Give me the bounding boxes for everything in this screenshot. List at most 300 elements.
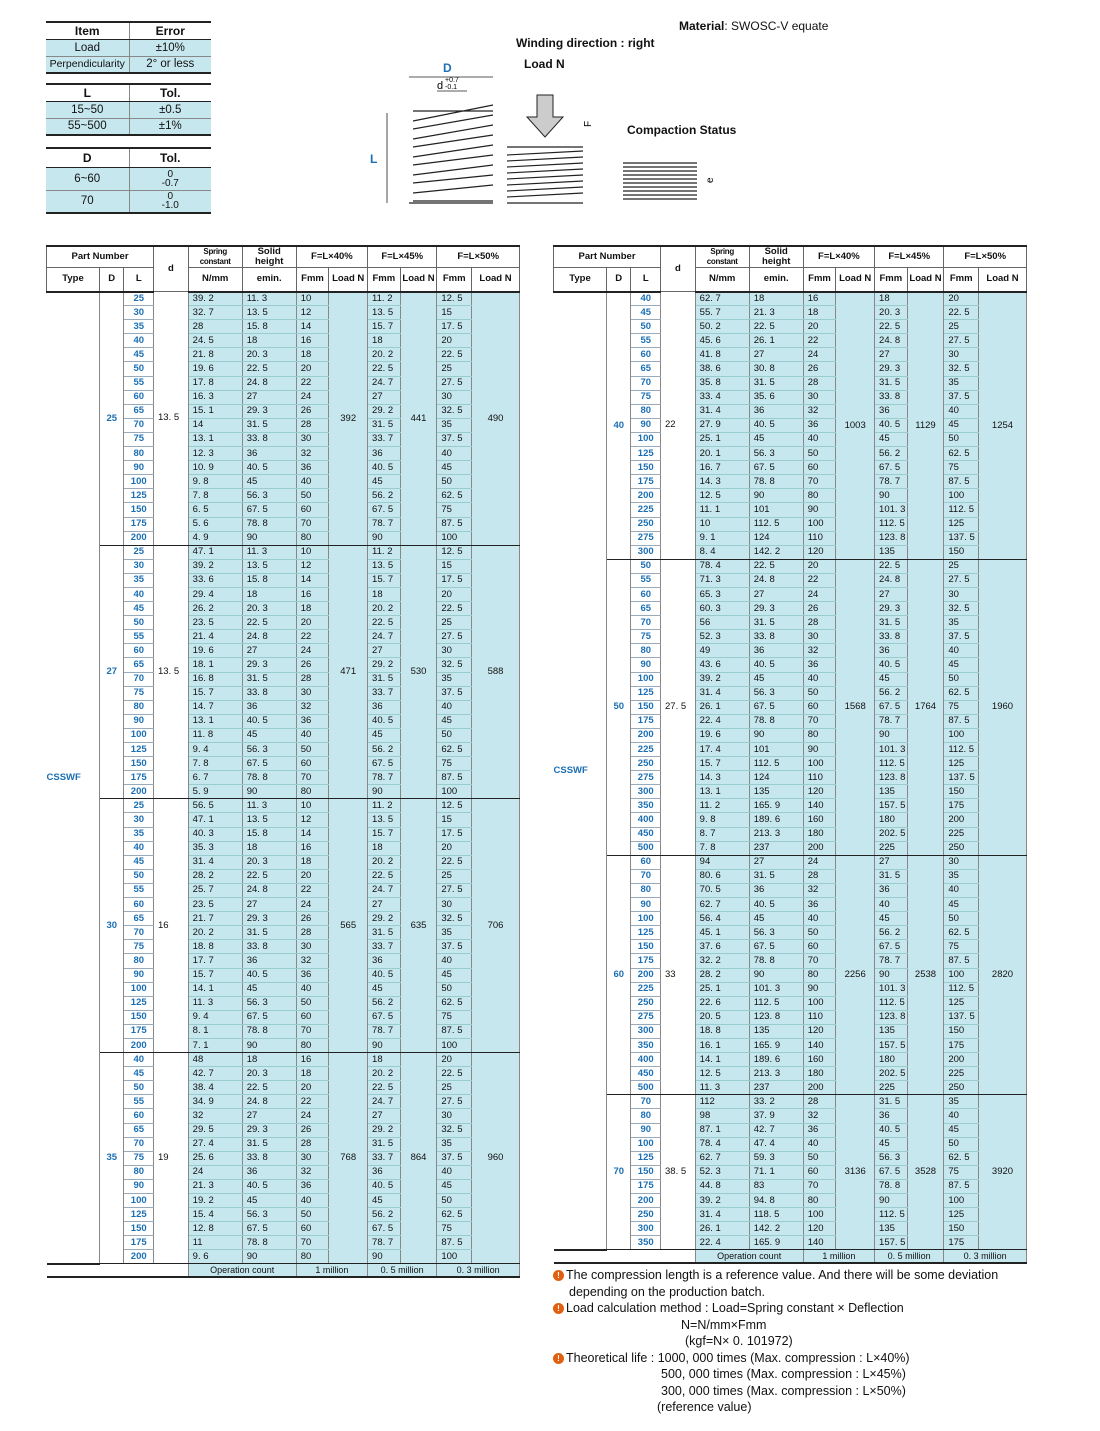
D-cell: 50 xyxy=(607,559,631,855)
spring-constant-cell: 21. 4 xyxy=(188,630,242,644)
spring-constant-cell: 14. 1 xyxy=(188,982,242,996)
L-cell: 75 xyxy=(124,432,154,446)
operation-count-45: 0. 5 million xyxy=(368,1264,437,1278)
fmm45-cell: 33. 7 xyxy=(368,940,401,954)
fmm45-cell: 27 xyxy=(368,644,401,658)
spring-constant-cell: 15. 7 xyxy=(188,968,242,982)
fmm45-cell: 45 xyxy=(875,432,908,446)
fmm50-cell: 87. 5 xyxy=(944,714,979,728)
fmm50-cell: 22. 5 xyxy=(437,348,472,362)
fmm50-cell: 75 xyxy=(437,757,472,771)
solid-height-cell: 101. 3 xyxy=(749,982,803,996)
spring-constant-cell: 12. 8 xyxy=(188,1222,242,1236)
solid-height-cell: 33. 8 xyxy=(242,940,296,954)
solid-height-cell: 124 xyxy=(749,531,803,545)
spring-constant-cell: 21. 8 xyxy=(188,348,242,362)
fmm50-cell: 15 xyxy=(437,559,472,573)
spring-constant-cell: 29. 5 xyxy=(188,1123,242,1137)
fmm40-cell: 10 xyxy=(296,292,329,306)
solid-height-cell: 94. 8 xyxy=(749,1194,803,1208)
note-line xyxy=(553,1267,1093,1284)
L-cell: 275 xyxy=(631,531,661,545)
solid-height-cell: 135 xyxy=(749,785,803,799)
f40-header: F=L×40% xyxy=(803,246,874,268)
fmm45-cell: 33. 7 xyxy=(368,1151,401,1165)
fmm40-cell: 70 xyxy=(296,1024,329,1038)
fmm40-cell: 28 xyxy=(803,376,836,390)
L-cell: 200 xyxy=(124,1038,154,1052)
table-row xyxy=(554,292,1027,306)
fmm45-cell: 180 xyxy=(875,1053,908,1067)
spring-constant-cell: 12. 5 xyxy=(695,489,749,503)
fmm45-cell: 45 xyxy=(368,475,401,489)
solid-height-cell: 123. 8 xyxy=(749,1010,803,1024)
table-row xyxy=(47,1053,520,1067)
fmm45-cell: 157. 5 xyxy=(875,799,908,813)
L-cell: 60 xyxy=(124,390,154,404)
fmm50-cell: 62. 5 xyxy=(944,926,979,940)
l-tol-table xyxy=(46,83,211,136)
note-text: Theoretical life : 1000, 000 times (Max. compression : L×40%) xyxy=(566,1350,910,1365)
fmm50-cell: 27. 5 xyxy=(437,1095,472,1109)
fmm50-cell: 100 xyxy=(437,531,472,545)
load50-cell: 960 xyxy=(472,1053,520,1264)
fmm-header: Fmm xyxy=(803,268,836,292)
spring-constant-cell: 26. 2 xyxy=(188,602,242,616)
fmm40-cell: 16 xyxy=(296,841,329,855)
solid-height-cell: 78. 8 xyxy=(749,954,803,968)
solid-height-cell: 45 xyxy=(242,728,296,742)
fmm45-cell: 78. 7 xyxy=(368,771,401,785)
solid-height-cell: 101 xyxy=(749,743,803,757)
solid-height-cell: 20. 3 xyxy=(242,855,296,869)
spring-constant-cell: 13. 1 xyxy=(188,432,242,446)
solid-height-cell: 56. 3 xyxy=(749,447,803,461)
solid-height-cell: 67. 5 xyxy=(749,461,803,475)
fmm50-cell: 25 xyxy=(437,362,472,376)
fmm50-cell: 27. 5 xyxy=(437,883,472,897)
fmm45-cell: 36 xyxy=(875,883,908,897)
fmm45-cell: 18 xyxy=(875,292,908,306)
wire-d-cell: 19 xyxy=(154,1053,189,1264)
spring-constant-cell: 39. 2 xyxy=(188,292,242,306)
solid-height-cell: 71. 1 xyxy=(749,1165,803,1179)
fmm40-cell: 12 xyxy=(296,306,329,320)
solid-height-cell: 78. 8 xyxy=(242,771,296,785)
fmm45-cell: 56. 2 xyxy=(368,996,401,1010)
fmm40-cell: 100 xyxy=(803,1208,836,1222)
unit-header: N/mm xyxy=(188,268,242,292)
solid-height-cell: 35. 6 xyxy=(749,390,803,404)
load45-cell: 1764 xyxy=(907,559,944,855)
fmm40-cell: 50 xyxy=(803,447,836,461)
fmm40-cell: 60 xyxy=(803,461,836,475)
fmm50-cell: 22. 5 xyxy=(944,306,979,320)
L-cell: 200 xyxy=(631,968,661,982)
solid-height-cell: 56. 3 xyxy=(749,686,803,700)
fmm40-cell: 50 xyxy=(803,686,836,700)
L-cell: 90 xyxy=(124,968,154,982)
load45-cell: 635 xyxy=(400,799,437,1053)
fmm50-cell: 20 xyxy=(437,334,472,348)
fmm45-cell: 27 xyxy=(368,1109,401,1123)
solid-height-cell: 112. 5 xyxy=(749,757,803,771)
fmm40-cell: 28 xyxy=(803,616,836,630)
fmm40-cell: 120 xyxy=(803,545,836,559)
spring-constant-cell: 15. 4 xyxy=(188,1208,242,1222)
fmm40-cell: 14 xyxy=(296,320,329,334)
fmm45-cell: 36 xyxy=(368,954,401,968)
fmm50-cell: 100 xyxy=(437,1250,472,1264)
fmm50-cell: 112. 5 xyxy=(944,503,979,517)
fmm50-cell: 27. 5 xyxy=(944,334,979,348)
fmm40-cell: 160 xyxy=(803,1053,836,1067)
fmm40-cell: 100 xyxy=(803,996,836,1010)
spring-constant-cell: 7. 8 xyxy=(695,841,749,855)
spring-constant-cell: 9. 4 xyxy=(188,1010,242,1024)
fmm40-cell: 80 xyxy=(803,968,836,982)
fmm45-cell: 24. 7 xyxy=(368,1095,401,1109)
fmm45-cell: 18 xyxy=(368,1053,401,1067)
solid-height-cell: 24. 8 xyxy=(242,376,296,390)
solid-height-cell: 40. 5 xyxy=(242,714,296,728)
L-cell: 175 xyxy=(124,1236,154,1250)
solid-height-cell: 29. 3 xyxy=(242,404,296,418)
fmm45-cell: 78. 7 xyxy=(875,714,908,728)
L-cell: 150 xyxy=(631,940,661,954)
fmm45-cell: 67. 5 xyxy=(875,700,908,714)
solid-height-cell: 24. 8 xyxy=(242,630,296,644)
fmm40-cell: 22 xyxy=(296,376,329,390)
load50-cell: 2820 xyxy=(979,855,1027,1095)
solid-height-cell: 59. 3 xyxy=(749,1151,803,1165)
fmm50-cell: 137. 5 xyxy=(944,1010,979,1024)
L-cell: 250 xyxy=(631,996,661,1010)
spring-constant-cell: 62. 7 xyxy=(695,898,749,912)
fmm50-cell: 100 xyxy=(944,1194,979,1208)
solid-height-cell: 67. 5 xyxy=(749,940,803,954)
fmm40-cell: 70 xyxy=(803,714,836,728)
solid-height-cell: 13. 5 xyxy=(242,306,296,320)
L-cell: 90 xyxy=(631,1123,661,1137)
fmm50-cell: 45 xyxy=(437,714,472,728)
operation-count-45: 0. 5 million xyxy=(875,1250,944,1264)
fmm45-cell: 36 xyxy=(368,700,401,714)
D-cell: 25 xyxy=(100,292,124,546)
fmm40-cell: 32 xyxy=(296,1165,329,1179)
solid-height-cell: 33. 8 xyxy=(242,432,296,446)
fmm40-cell: 80 xyxy=(296,785,329,799)
fmm50-cell: 50 xyxy=(944,432,979,446)
spring-constant-cell: 31. 4 xyxy=(188,855,242,869)
fmm-header: Fmm xyxy=(296,268,329,292)
spring-constant-cell: 15. 1 xyxy=(188,404,242,418)
D-cell: 40 xyxy=(607,292,631,560)
L-cell: 55 xyxy=(631,334,661,348)
L-cell: 80 xyxy=(631,1109,661,1123)
load50-cell: 490 xyxy=(472,292,520,546)
fmm50-cell: 32. 5 xyxy=(437,912,472,926)
load-header: Load N xyxy=(400,268,437,292)
fmm45-cell: 20. 2 xyxy=(368,1067,401,1081)
L-cell: 45 xyxy=(124,348,154,362)
fmm45-cell: 27 xyxy=(875,587,908,601)
D-cell: 30 xyxy=(100,799,124,1053)
fmm50-cell: 112. 5 xyxy=(944,743,979,757)
info-icon: ! xyxy=(553,1303,564,1314)
fmm50-cell: 32. 5 xyxy=(437,404,472,418)
fmm40-cell: 70 xyxy=(296,1236,329,1250)
fmm50-cell: 137. 5 xyxy=(944,771,979,785)
L-cell: 125 xyxy=(124,1208,154,1222)
spring-constant-cell: 23. 5 xyxy=(188,898,242,912)
fmm40-cell: 60 xyxy=(803,700,836,714)
spring-constant-cell: 18. 1 xyxy=(188,658,242,672)
fmm50-cell: 100 xyxy=(944,728,979,742)
L-cell: 200 xyxy=(124,1250,154,1264)
fmm50-cell: 50 xyxy=(944,672,979,686)
spring-constant-cell: 9. 4 xyxy=(188,743,242,757)
L-cell: 30 xyxy=(124,813,154,827)
spring-constant-cell: 7. 8 xyxy=(188,489,242,503)
L-cell: 500 xyxy=(631,841,661,855)
fmm50-cell: 37. 5 xyxy=(944,630,979,644)
fmm45-cell: 225 xyxy=(875,1081,908,1095)
fmm45-cell: 45 xyxy=(368,728,401,742)
fmm45-cell: 45 xyxy=(875,672,908,686)
fmm50-cell: 50 xyxy=(437,728,472,742)
L-cell: 275 xyxy=(631,1010,661,1024)
fmm50-cell: 20 xyxy=(437,1053,472,1067)
fmm50-cell: 17. 5 xyxy=(437,320,472,334)
fmm50-cell: 32. 5 xyxy=(437,1123,472,1137)
solid-height-cell: 118. 5 xyxy=(749,1208,803,1222)
spring-constant-cell: 13. 1 xyxy=(188,714,242,728)
L-cell: 70 xyxy=(631,869,661,883)
fmm45-cell: 15. 7 xyxy=(368,827,401,841)
fmm45-cell: 29. 2 xyxy=(368,404,401,418)
solid-height-cell: 45 xyxy=(242,982,296,996)
L-cell: 150 xyxy=(124,757,154,771)
solid-height-cell: 45 xyxy=(242,475,296,489)
load-arrow xyxy=(527,95,563,137)
fmm45-cell: 20. 3 xyxy=(875,306,908,320)
load-header: Load N xyxy=(836,268,875,292)
solid-height-cell: 42. 7 xyxy=(749,1123,803,1137)
spring-constant-cell: 50. 2 xyxy=(695,320,749,334)
fmm50-cell: 100 xyxy=(437,785,472,799)
solid-height-cell: 78. 8 xyxy=(242,1024,296,1038)
L-cell: 175 xyxy=(631,1179,661,1193)
fmm45-cell: 67. 5 xyxy=(368,757,401,771)
fmm50-cell: 35 xyxy=(944,616,979,630)
spring-constant-cell: 42. 7 xyxy=(188,1067,242,1081)
fmm40-cell: 36 xyxy=(296,968,329,982)
spring-constant-cell: 22. 6 xyxy=(695,996,749,1010)
solid-height-cell: 40. 5 xyxy=(749,418,803,432)
fmm50-cell: 62. 5 xyxy=(944,686,979,700)
fmm40-cell: 22 xyxy=(803,334,836,348)
fmm-header: Fmm xyxy=(875,268,908,292)
fmm45-cell: 90 xyxy=(875,968,908,982)
cell: 6~60 xyxy=(46,167,129,190)
fmm45-cell: 31. 5 xyxy=(368,926,401,940)
fmm45-cell: 11. 2 xyxy=(368,799,401,813)
L-cell: 100 xyxy=(631,1137,661,1151)
fmm50-cell: 30 xyxy=(437,644,472,658)
col-header: Error xyxy=(129,22,211,39)
compaction-label: Compaction Status xyxy=(627,123,737,137)
fmm50-cell: 17. 5 xyxy=(437,827,472,841)
solid-height-cell: 24. 8 xyxy=(749,573,803,587)
load40-cell: 565 xyxy=(329,799,368,1053)
tol-top: 0 xyxy=(167,168,174,180)
spring-constant-cell: 10 xyxy=(695,517,749,531)
spring-constant-cell: 32. 2 xyxy=(695,954,749,968)
fmm40-cell: 180 xyxy=(803,827,836,841)
spring-constant-cell: 11. 3 xyxy=(188,996,242,1010)
spring-diagram xyxy=(365,55,725,215)
fmm45-cell: 40. 5 xyxy=(368,714,401,728)
spring-constant-cell: 19. 6 xyxy=(695,728,749,742)
fmm50-cell: 35 xyxy=(944,1095,979,1109)
L-cell: 65 xyxy=(124,1123,154,1137)
fmm40-cell: 160 xyxy=(803,813,836,827)
unit-header: emin. xyxy=(749,268,803,292)
L-cell: 90 xyxy=(631,898,661,912)
solid-height-cell: 31. 5 xyxy=(242,1137,296,1151)
L-cell: 50 xyxy=(124,616,154,630)
fmm50-cell: 37. 5 xyxy=(437,1151,472,1165)
load50-cell: 588 xyxy=(472,545,520,799)
load-header: Load N xyxy=(329,268,368,292)
spec-table-left xyxy=(46,245,520,1278)
spring-constant-cell: 19. 2 xyxy=(188,1194,242,1208)
solid-height-cell: 27 xyxy=(749,855,803,869)
L-cell: 300 xyxy=(631,785,661,799)
L-cell: 60 xyxy=(631,587,661,601)
fmm45-cell: 112. 5 xyxy=(875,517,908,531)
solid-height-cell: 18 xyxy=(242,841,296,855)
spring-constant-cell: 87. 1 xyxy=(695,1123,749,1137)
fmm45-cell: 67. 5 xyxy=(368,1010,401,1024)
solid-height-cell: 36 xyxy=(242,1165,296,1179)
spring-constant-cell: 49 xyxy=(695,644,749,658)
operation-count-50: 0. 3 million xyxy=(437,1264,520,1278)
solid-height-cell: 27 xyxy=(242,644,296,658)
L-cell: 125 xyxy=(631,1151,661,1165)
fmm40-cell: 32 xyxy=(803,1109,836,1123)
table-row xyxy=(47,799,520,813)
solid-height-cell: 78. 8 xyxy=(749,475,803,489)
fmm50-cell: 137. 5 xyxy=(944,531,979,545)
L-cell: 50 xyxy=(124,869,154,883)
L-cell: 100 xyxy=(631,672,661,686)
spring-constant-cell: 14 xyxy=(188,418,242,432)
spring-constant-cell: 45. 6 xyxy=(695,334,749,348)
fmm50-cell: 17. 5 xyxy=(437,573,472,587)
fmm45-cell: 22. 5 xyxy=(368,1081,401,1095)
fmm50-cell: 75 xyxy=(437,503,472,517)
fmm50-cell: 250 xyxy=(944,841,979,855)
spring-constant-cell: 62. 7 xyxy=(695,1151,749,1165)
spring-constant-cell: 14. 3 xyxy=(695,771,749,785)
material-label: Material: SWOSC-V equate xyxy=(679,19,829,33)
spring-constant-cell: 24 xyxy=(188,1165,242,1179)
fmm40-cell: 12 xyxy=(296,559,329,573)
L-cell: 70 xyxy=(631,1095,661,1109)
fmm50-cell: 100 xyxy=(944,489,979,503)
spring-constant-cell: 11. 3 xyxy=(695,1081,749,1095)
fmm45-cell: 31. 5 xyxy=(875,869,908,883)
operation-count-50: 0. 3 million xyxy=(944,1250,1027,1264)
fmm45-cell: 24. 8 xyxy=(875,334,908,348)
fmm50-cell: 125 xyxy=(944,517,979,531)
fmm45-cell: 20. 2 xyxy=(368,348,401,362)
solid-height-cell: 40. 5 xyxy=(749,658,803,672)
spring-constant-cell: 25. 1 xyxy=(695,982,749,996)
note-line xyxy=(553,1350,1093,1367)
fmm40-cell: 100 xyxy=(803,517,836,531)
spring-constant-cell: 38. 4 xyxy=(188,1081,242,1095)
solid-height-cell: 21. 3 xyxy=(749,306,803,320)
fmm40-cell: 60 xyxy=(296,1010,329,1024)
solid-height-cell: 237 xyxy=(749,841,803,855)
tol-bottom: -0.7 xyxy=(161,177,179,189)
fmm40-cell: 28 xyxy=(803,1095,836,1109)
fmm45-cell: 67. 5 xyxy=(875,940,908,954)
L-cell: 225 xyxy=(631,743,661,757)
solid-height-cell: 27 xyxy=(242,390,296,404)
fmm40-cell: 36 xyxy=(803,898,836,912)
fmm40-cell: 120 xyxy=(803,785,836,799)
spring-constant-cell: 17. 8 xyxy=(188,376,242,390)
part-number-header: Part Number xyxy=(554,246,661,268)
fmm50-cell: 100 xyxy=(944,968,979,982)
fmm50-cell: 150 xyxy=(944,545,979,559)
wire-d-cell: 13. 5 xyxy=(154,545,189,799)
solid-height-cell: 27 xyxy=(749,348,803,362)
D-cell: 70 xyxy=(607,1095,631,1250)
fmm40-cell: 26 xyxy=(803,602,836,616)
cell xyxy=(129,167,211,190)
spring-constant-cell: 12. 5 xyxy=(695,1067,749,1081)
L-cell: 35 xyxy=(124,573,154,587)
fmm50-cell: 62. 5 xyxy=(437,1208,472,1222)
solid-height-cell: 78. 8 xyxy=(242,1236,296,1250)
L-cell: 50 xyxy=(124,362,154,376)
solid-height-cell: 189. 6 xyxy=(749,813,803,827)
L-cell: 150 xyxy=(124,503,154,517)
operation-count-label: Operation count xyxy=(695,1250,803,1264)
spring-constant-cell: 8. 7 xyxy=(695,827,749,841)
fmm40-cell: 28 xyxy=(296,672,329,686)
part-number-header: Part Number xyxy=(47,246,154,268)
d-header: d xyxy=(154,246,189,292)
f50-header: F=L×50% xyxy=(437,246,520,268)
L-cell: 40 xyxy=(124,841,154,855)
load40-cell: 1568 xyxy=(836,559,875,855)
fmm40-cell: 40 xyxy=(803,672,836,686)
spring-constant-cell: 17. 7 xyxy=(188,954,242,968)
fmm45-cell: 31. 5 xyxy=(875,616,908,630)
fmm40-cell: 24 xyxy=(803,348,836,362)
L-cell: 90 xyxy=(124,461,154,475)
L-cell: 30 xyxy=(124,306,154,320)
L-cell: 200 xyxy=(124,785,154,799)
spring-constant-cell: 25. 1 xyxy=(695,432,749,446)
fmm45-cell: 27 xyxy=(875,348,908,362)
